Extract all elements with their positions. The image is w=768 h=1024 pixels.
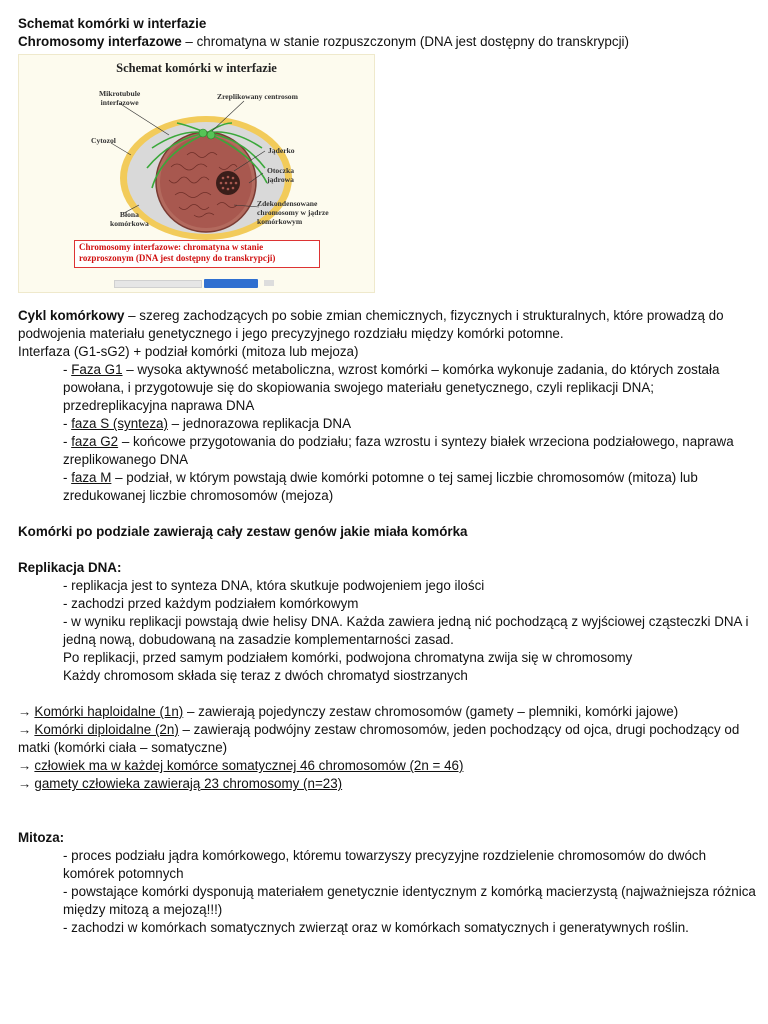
- phase-g2: - faza G2 – końcowe przygotowania do podziału; faza wzrostu i syntezy białek wrzeciona podziałowego, naprawa zreplikowanego DNA: [63, 434, 734, 467]
- label-cytosol: Cytozol: [91, 136, 116, 145]
- phase-s: - faza S (synteza) – jednorazowa replikacja DNA: [63, 416, 352, 431]
- cell-diagram-figure: [18, 54, 375, 293]
- centrosome-b: [207, 131, 215, 139]
- phase-g1: - Faza G1 – wysoka aktywność metaboliczna, wzrost komórki – komórka wykonuje zadania, do których została powołana, i przygotowuje się do skopiowania swojego materiału genetycznego, czyli replikacji DNA; przedreplikacyjna naprawa DNA: [63, 362, 720, 413]
- label-cell-membrane: Błona komórkowa: [110, 210, 149, 228]
- label-centrosome: Zreplikowany centrosom: [217, 92, 298, 101]
- haploid-term: Komórki haploidalne (1n): [34, 704, 184, 719]
- phase-m: - faza M – podział, w którym powstają dwie komórki potomne o tej samej liczbie chromosomów (mitoza) lub zredukowanej liczbie chromosomów (mejoza): [63, 470, 698, 503]
- figure-caption: Chromosomy interfazowe: chromatyna w stanie rozproszonym (DNA jest dostępny do transkrypcji): [79, 242, 276, 263]
- label-nuclear-envelope: Otoczka jądrowa: [267, 166, 294, 184]
- embedded-figure-bar: [19, 277, 374, 291]
- centrosome-a: [199, 129, 207, 137]
- mitosis-item: - powstające komórki dysponują materiałem genetycznie identycznym z komórką macierzystą (najważniejsza różnica między mitozą a mejozą!!!): [63, 884, 756, 917]
- diploid-desc: – zawierają podwójny zestaw chromosomów, jeden pochodzący od ojca, drugi pochodzący od matki (komórki ciała – somatyczne): [18, 722, 740, 755]
- phase-g1-desc: – wysoka aktywność metaboliczna, wzrost komórki – komórka wykonuje zadania, do których została powołana, i przygotowuje się do skopiowania swojego materiału genetycznego, czyli replikacji DNA; przedreplikacyjna naprawa DNA: [63, 362, 720, 413]
- arrow-icon: →: [18, 758, 32, 773]
- diploid-term: Komórki diploidalne (2n): [34, 722, 179, 737]
- phase-m-desc: – podział, w którym powstają dwie komórki potomne o tej samej liczbie chromosomów (mitoza) lub zredukowanej liczbie chromosomów (mejoza): [63, 470, 698, 503]
- label-decondensed-chromosomes: Zdekondensowane chromosomy w jądrze komórkowym: [257, 199, 329, 226]
- replication-item: Po replikacji, przed samym podziałem komórki, podwojona chromatyna zwija się w chromosomy: [63, 650, 633, 665]
- chromosome-term: Chromosomy interfazowe: [18, 34, 182, 49]
- genes-statement: Komórki po podziale zawierają cały zestaw genów jakie miała komórka: [18, 524, 468, 539]
- mitosis-item: - zachodzi w komórkach somatycznych zwierząt oraz w komórkach somatycznych i generatywnych roślin.: [63, 920, 689, 935]
- replication-item: - w wyniku replikacji powstają dwie helisy DNA. Każda zawiera jedną nić pochodzącą z wyjściowej cząsteczki DNA i jedną nową, dobudowaną na zasadzie komplementarności zasad.: [63, 614, 749, 647]
- figure-title: Schemat komórki w interfazie: [116, 61, 277, 75]
- haploid-line: [18, 703, 758, 721]
- phase-s-desc: – jednorazowa replikacja DNA: [167, 416, 352, 431]
- embedded-bar-close: [264, 280, 274, 286]
- gametes-text: gamety człowieka zawierają 23 chromosomy (n=23): [34, 776, 343, 791]
- phase-g1-name: Faza G1: [71, 362, 123, 377]
- phase-m-name: faza M: [71, 470, 112, 485]
- chromosome-description: – chromatyna w stanie rozpuszczonym (DNA jest dostępny do transkrypcji): [181, 34, 629, 49]
- replication-item: - replikacja jest to synteza DNA, która skutkuje podwojeniem jego ilości: [63, 578, 485, 593]
- mitosis-item: - proces podziału jądra komórkowego, któremu towarzyszy precyzyjne rozdzielenie chromosomów do dwóch komórek potomnych: [63, 848, 707, 881]
- cell-cycle-description: – szereg zachodzących po sobie zmian chemicznych, fizycznych i strukturalnych, które prowadzą do podwojenia materiału genetycznego i jego precyzyjnego rozdziału między komórki potomne.: [18, 308, 724, 341]
- human-chromosomes-line: [18, 757, 758, 775]
- embedded-bar-button: [204, 279, 258, 288]
- label-nucleolus: Jąderko: [268, 146, 295, 155]
- section-title: Schemat komórki w interfazie: [18, 16, 207, 31]
- document-page: [18, 15, 758, 937]
- haploid-desc: – zawierają pojedynczy zestaw chromosomów (gamety – plemniki, komórki jajowe): [183, 704, 679, 719]
- mitosis-heading: Mitoza:: [18, 830, 65, 845]
- gametes-line: [18, 775, 758, 793]
- cell-cycle-term: Cykl komórkowy: [18, 308, 125, 323]
- cell-cycle-definition: [18, 307, 758, 343]
- chromosome-definition: [18, 33, 758, 51]
- replication-item: Każdy chromosom składa się teraz z dwóch chromatyd siostrzanych: [63, 668, 468, 683]
- replication-heading: Replikacja DNA:: [18, 560, 122, 575]
- arrow-icon: →: [18, 776, 32, 791]
- embedded-bar-text: [114, 280, 202, 288]
- figure-caption-box: [74, 240, 320, 268]
- interphase-line: Interfaza (G1-sG2) + podział komórki (mitoza lub mejoza): [18, 344, 359, 359]
- phase-s-name: faza S (synteza): [71, 416, 168, 431]
- phase-g2-desc: – końcowe przygotowania do podziału; faza wzrostu i syntezy białek wrzeciona podziałowego, naprawa zreplikowanego DNA: [63, 434, 734, 467]
- replication-item: - zachodzi przed każdym podziałem komórkowym: [63, 596, 359, 611]
- label-microtubules: Mikrotubule interfazowe: [99, 89, 141, 107]
- diploid-line: [18, 721, 758, 757]
- human-chromosomes-text: człowiek ma w każdej komórce somatycznej 46 chromosomów (2n = 46): [34, 758, 464, 773]
- phase-g2-name: faza G2: [71, 434, 119, 449]
- arrow-icon: →: [18, 722, 32, 737]
- arrow-icon: →: [18, 704, 32, 719]
